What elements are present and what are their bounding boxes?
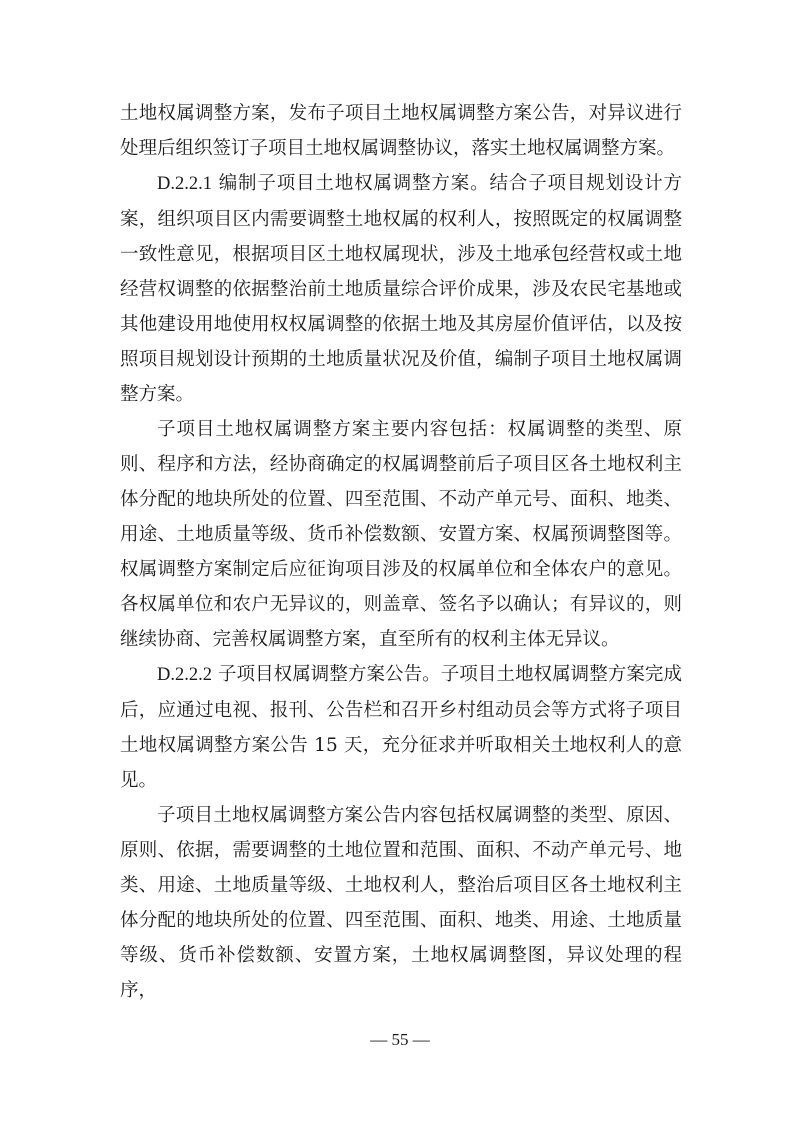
section-number: D.2.2.1 (157, 174, 212, 194)
paragraph-text: 土地权属调整方案，发布子项目土地权属调整方案公告，对异议进行处理后组织签订子项目土地权属调整协议，落实土地权属调整方案。 (120, 103, 682, 159)
paragraph-text: 子项目土地权属调整方案主要内容包括：权属调整的类型、原则、程序和方法，经协商确定的权属调整前后子项目区各土地权利主体分配的地块所处的位置、四至范围、不动产单元号、面积、地类、用途、土地质量等级、货币补偿数额、安置方案、权属预调整图等。权属调整方案制定后应征询项目涉及的权属单位和全体农户的意见。各权属单位和农户无异议的，则盖章、签名予以确认；有异议的，则继续协商、完善权属调整方案，直至所有的权利主体无异议。 (120, 419, 682, 650)
paragraph-text: 编制子项目土地权属调整方案。结合子项目规划设计方案，组织项目区内需要调整土地权属的权利人，按照既定的权属调整一致性意见，根据项目区土地权属现状，涉及土地承包经营权或土地经营权调整的依据整治前土地质量综合评价成果，涉及农民宅基地或其他建设用地使用权权属调整的依据土地及其房屋价值评估，以及按照项目规划设计预期的土地质量状况及价值，编制子项目土地权属调整方案。 (120, 173, 682, 405)
paragraph-text: 子项目权属调整方案公告。子项目土地权属调整方案完成后，应通过电视、报刊、公告栏和召开乡村组动员会等方式将子项目土地权属调整方案公告 15 天，充分征求并听取相关土地权利人的意见。 (120, 664, 682, 791)
page-number: — 55 — (370, 1030, 430, 1049)
document-body (120, 96, 682, 1008)
section-number: D.2.2.2 (157, 665, 212, 685)
paragraph-announcement-contents (120, 798, 682, 1008)
paragraph-d221 (120, 166, 682, 412)
paragraph-continuation (120, 96, 682, 166)
paragraph-text: 子项目土地权属调整方案公告内容包括权属调整的类型、原因、原则、依据，需要调整的土地位置和范围、面积、不动产单元号、地类、用途、土地质量等级、土地权利人，整治后项目区各土地权利主体分配的地块所处的位置、四至范围、面积、地类、用途、土地质量等级、货币补偿数额、安置方案，土地权属调整图，异议处理的程序， (120, 805, 682, 1001)
paragraph-d222 (120, 657, 682, 798)
paragraph-plan-contents (120, 412, 682, 657)
